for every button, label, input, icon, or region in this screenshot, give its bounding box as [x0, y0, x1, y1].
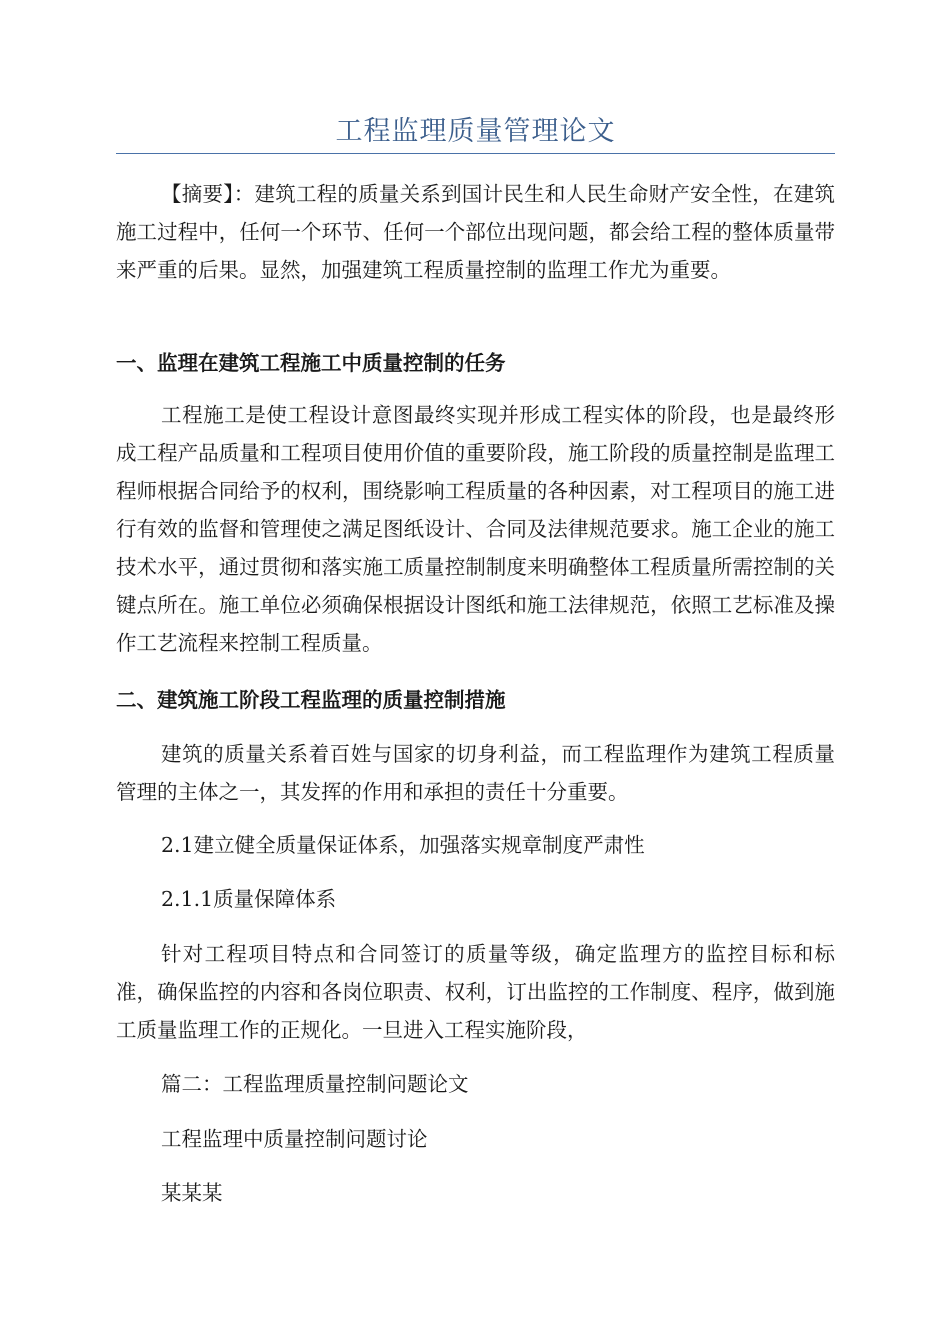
section-2-heading: 二、建筑施工阶段工程监理的质量控制措施: [116, 688, 506, 712]
title-underline: [116, 153, 835, 154]
section-1-heading: 一、监理在建筑工程施工中质量控制的任务: [116, 351, 506, 375]
part-2-title: 工程监理中质量控制问题讨论: [161, 1127, 428, 1151]
document-title: 工程监理质量管理论文: [335, 116, 616, 147]
subsection-2-1: 2.1建立健全质量保证体系，加强落实规章制度严肃性: [161, 833, 645, 857]
part-2-label: 篇二：工程监理质量控制问题论文: [161, 1072, 469, 1096]
part-2-author: 某某某: [161, 1181, 223, 1205]
section-1-body: 工程施工是使工程设计意图最终实现并形成工程实体的阶段，也是最终形成工程产品质量和工程项目使用价值的重要阶段，施工阶段的质量控制是监理工程师根据合同给予的权利，围绕影响工程质量的各种因素，对工程项目的施工进行有效的监督和管理使之满足图纸设计、合同及法律规范要求。施工企业的施工技术水平，通过贯彻和落实施工质量控制制度来明确整体工程质量所需控制的关键点所在。施工单位必须确保根据设计图纸和施工法律规范，依照工艺标准及操作工艺流程来控制工程质量。: [116, 403, 835, 655]
subsection-2-1-1: 2.1.1质量保障体系: [161, 887, 337, 911]
section-2-body: 建筑的质量关系着百姓与国家的切身利益，而工程监理作为建筑工程质量管理的主体之一，其发挥的作用和承担的责任十分重要。: [116, 742, 835, 804]
abstract-paragraph: 【摘要】：建筑工程的质量关系到国计民生和人民生命财产安全性，在建筑施工过程中，任何一个环节、任何一个部位出现问题，都会给工程的整体质量带来严重的后果。显然，加强建筑工程质量控制的监理工作尤为重要。: [116, 182, 835, 282]
subsection-2-1-1-body: 针对工程项目特点和合同签订的质量等级，确定监理方的监控目标和标准，确保监控的内容和各岗位职责、权利，订出监控的工作制度、程序，做到施工质量监理工作的正规化。一旦进入工程实施阶段，: [116, 942, 835, 1042]
